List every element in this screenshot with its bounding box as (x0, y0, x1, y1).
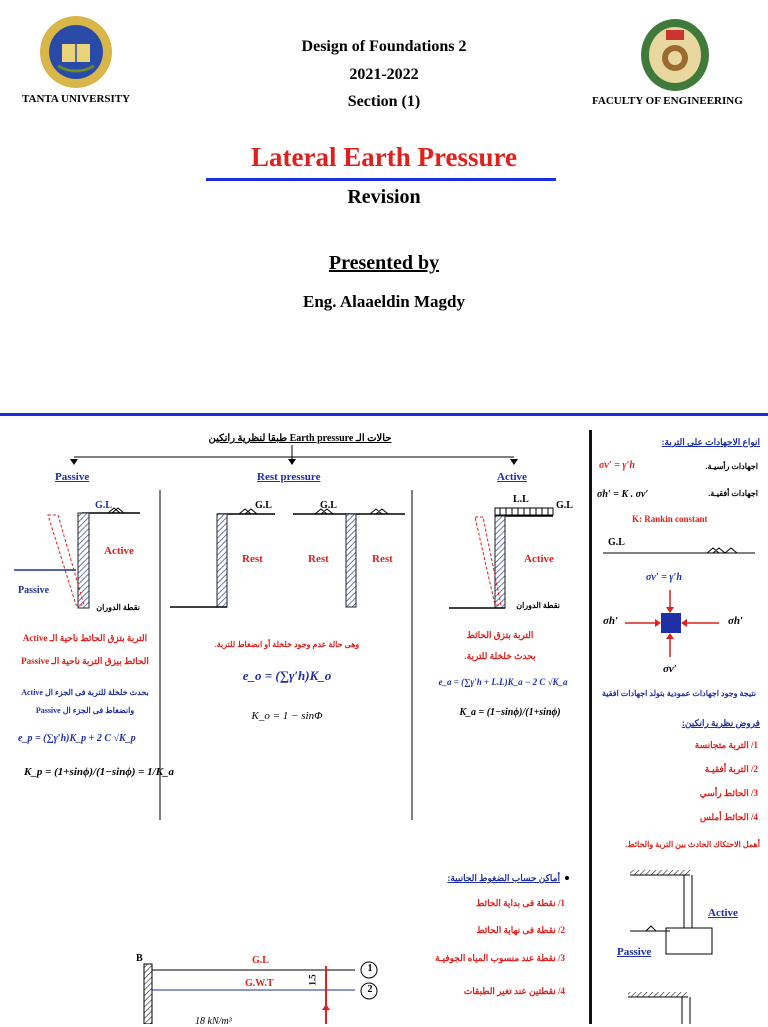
point-b: B (136, 953, 143, 964)
faculty-logo (640, 18, 710, 92)
assumption-3: 3/ الحائط رأسي (699, 788, 758, 798)
location-item-4: 4/ نقطتين عند تغير الطبقات (463, 986, 565, 996)
active-note-1: التربة بتزق الحائط (466, 630, 534, 640)
eo-formula: e_o = (∑γ′h)K_o (242, 668, 332, 683)
active-note-2: بحدث خلخلة للتربة. (464, 651, 536, 661)
passive-passive-label: Passive (18, 585, 50, 596)
horiz-stress: اجهادات أفقيـة. (708, 489, 758, 498)
retaining-wall-drawing (620, 866, 760, 1024)
presented-by: Presented by (328, 252, 440, 274)
wall-active-label: Active (708, 907, 738, 919)
passive-formula: e_p = (∑γ′h)K_p + 2 C √K_p (18, 733, 136, 744)
assumption-2: 2/ التربة أفقيـة (704, 764, 758, 774)
rest-label-1: Rest (242, 553, 263, 565)
assumption-1: 1/ التربة متجانسة (694, 740, 758, 750)
side-gl: G.L (608, 537, 625, 548)
point-2: 2 (367, 984, 373, 995)
passive-gl: G.L (95, 500, 112, 511)
location-item-3: 3/ نقطة عند منسوب المياه الجوفيـة (435, 953, 565, 963)
tanta-logo (38, 14, 114, 90)
sigma-h-left: σh′ (603, 615, 619, 627)
sigma-v-top: σv′ = γ′h (646, 572, 682, 583)
course-title: Design of Foundations 2 (301, 38, 467, 55)
active-gl: G.L (556, 500, 573, 511)
passive-title: Passive (55, 471, 90, 483)
rest-gl-left: G.L (255, 500, 272, 511)
passive-pivot: نقطة الدوران (96, 603, 140, 612)
point-1: 1 (367, 963, 373, 974)
active-pivot: نقطة الدوران (516, 601, 560, 610)
active-wall-drawing (445, 505, 585, 615)
presenter-name: Eng. Alaaeldin Magdy (302, 292, 465, 311)
active-active-label: Active (524, 553, 554, 565)
rest-label-3: Rest (372, 553, 393, 565)
depth-dim: 1.5 (307, 974, 318, 986)
rest-gl-right: G.L (320, 500, 337, 511)
title-underline (206, 178, 556, 181)
passive-note-4: وانضغاط فى الجزء ال Passive (35, 706, 135, 715)
location-item-1: 1/ نقطة فى بداية الحائط (476, 898, 565, 908)
rest-note: وهى حالة عدم وجود خلخلة أو انضغاط للتربة. (214, 640, 360, 649)
bottom-gl: G.L (252, 955, 269, 966)
left-org: TANTA UNIVERSITY (22, 93, 131, 105)
horiz-formula: σh′ = K . σv′ (597, 489, 649, 500)
sigma-v-bottom: σv′ (663, 663, 677, 675)
locations-heading: أماكن حساب الضغوط الجانبية: (447, 873, 560, 883)
passive-note-3: بحدث خلخلة للتربة فى الجزء ال Active (21, 688, 149, 697)
page-title: Lateral Earth Pressure (251, 142, 517, 172)
passive-active-label: Active (104, 545, 134, 557)
vert-stress: اجهادات رأسيـة. (705, 462, 758, 471)
stress-element-drawing (595, 545, 765, 675)
location-item-2: 2/ نقطة فى نهاية الحائط (476, 925, 565, 935)
passive-note-1: التربة بتزق الحائط ناحية الـ Active (22, 633, 148, 643)
stress-result: نتيجة وجود اجهادات عمودية بتولد اجهادات افقية (601, 689, 757, 698)
right-org: FACULTY OF ENGINEERING (592, 95, 743, 107)
k-note: K: Rankin constant (632, 514, 708, 524)
locations-bullet (565, 876, 569, 880)
rest-label-2: Rest (308, 553, 329, 565)
passive-wall-drawing (10, 505, 160, 615)
soil-profile-drawing (140, 960, 390, 1024)
assumption-4: 4/ الحائط أملس (699, 812, 758, 822)
bottom-gwt: G.W.T (245, 978, 274, 989)
ka-formula: K_a = (1−sinϕ)/(1+sinϕ) (459, 707, 561, 718)
right-column-divider (589, 430, 592, 1024)
subtitle: Revision (347, 186, 421, 208)
course-section: Section (1) (347, 93, 421, 110)
neglect-friction: أهمل الاحتكاك الحادث بين التربة والحائط. (625, 840, 760, 849)
vert-formula: σv′ = γ′h (599, 460, 635, 471)
section-divider (0, 413, 768, 416)
unit-weight: 18 kN/m³ (195, 1016, 232, 1027)
stress-types-heading: انواع الاجهادات على التربة: (661, 437, 760, 447)
active-title: Active (497, 471, 527, 483)
passive-note-2: الحائط بيزق التربة ناحية الـ Passive (21, 656, 149, 666)
ea-formula: e_a = (∑γ′h + L.L)K_a − 2 C √K_a (438, 677, 568, 687)
course-year: 2021-2022 (349, 66, 419, 83)
sigma-h-right: σh′ (728, 615, 744, 627)
ko-formula: K_o = 1 − sinΦ (251, 710, 323, 722)
wall-passive-label: Passive (617, 946, 652, 958)
assumptions-heading: فروض نظرية رانكين: (681, 718, 760, 728)
active-ll: L.L (513, 494, 529, 505)
rest-title: Rest pressure (257, 471, 321, 483)
kp-formula: K_p = (1+sinϕ)/(1−sinϕ) = 1/K_a (24, 766, 175, 778)
diagram-heading: حالات الـ Earth pressure طبقا لنظرية رانكين (208, 433, 392, 444)
